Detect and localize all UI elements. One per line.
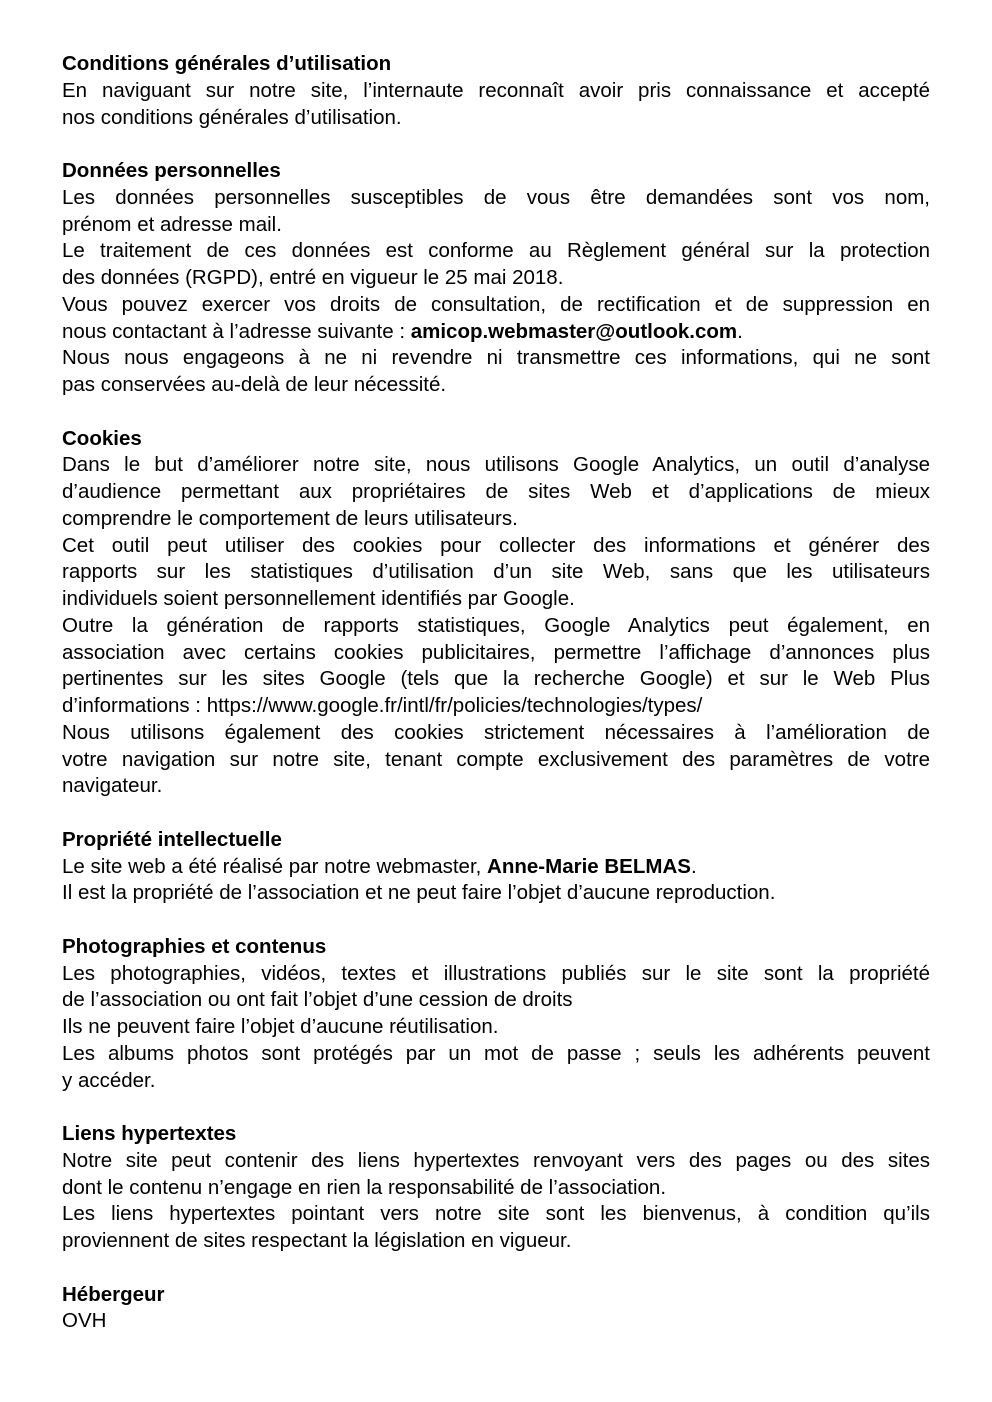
author-name: Anne-Marie BELMAS <box>487 854 691 878</box>
section-hyperlinks <box>62 1121 930 1255</box>
section-title: Cookies <box>62 426 142 450</box>
paragraph-line: proviennent de sites respectant la législation en vigueur. <box>62 1229 572 1252</box>
paragraph-line: votre navigation sur notre site, tenant compte exclusivement des paramètres de votre <box>62 747 930 771</box>
contact-prefix: nous contactant à l’adresse suivante : <box>62 319 411 343</box>
paragraph-line: pertinentes sur les sites Google (tels que la recherche Google) et sur le Web Plus <box>62 667 930 691</box>
paragraph-line: dont le contenu n’engage en rien la responsabilité de l’association. <box>62 1175 667 1199</box>
paragraph-line: Les photographies, vidéos, textes et illustrations publiés sur le site sont la propriété <box>62 961 930 985</box>
paragraph-line: y accéder. <box>62 1068 156 1092</box>
paragraph-line: Cet outil peut utiliser des cookies pour collecter des informations et générer des <box>62 533 930 557</box>
paragraph-line: Nous utilisons également des cookies strictement nécessaires à l’amélioration de <box>62 720 930 744</box>
section-spacer <box>62 1255 930 1282</box>
paragraph-line: Les liens hypertextes pointant vers notre site sont les bienvenus, à condition qu’ils <box>62 1202 930 1226</box>
paragraph-line: Outre la génération de rapports statistiques, Google Analytics peut également, en <box>62 613 930 637</box>
legal-notice-document <box>62 51 930 1335</box>
contact-email-link[interactable]: amicop.webmaster@outlook.com <box>410 319 738 343</box>
section-intellectual-property <box>62 827 930 907</box>
host-name: OVH <box>62 1309 107 1333</box>
section-host <box>62 1282 930 1336</box>
paragraph-line: navigateur. <box>62 774 163 798</box>
contact-suffix: . <box>737 319 743 343</box>
section-spacer <box>62 131 930 158</box>
paragraph-line: Les données personnelles susceptibles de vous être demandées sont vos nom, <box>62 185 930 209</box>
contact-line <box>62 319 930 346</box>
paragraph-line: association avec certains cookies publicitaires, permettre l’affichage d’annonces plus <box>62 640 930 664</box>
paragraph-line: prénom et adresse mail. <box>62 212 282 236</box>
paragraph-line: comprendre le comportement de leurs utilisateurs. <box>62 506 518 530</box>
paragraph-line: Vous pouvez exercer vos droits de consultation, de rectification et de suppression en <box>62 292 930 316</box>
section-title: Liens hypertextes <box>62 1122 237 1145</box>
section-conditions <box>62 51 930 131</box>
section-spacer <box>62 907 930 934</box>
paragraph-line: individuels soient personnellement identifiés par Google. <box>62 587 575 610</box>
section-title: Propriété intellectuelle <box>62 827 282 851</box>
section-title: Hébergeur <box>62 1282 165 1306</box>
paragraph-line: nos conditions générales d’utilisation. <box>62 105 402 129</box>
author-prefix: Le site web a été réalisé par notre webmaster, <box>62 854 488 878</box>
section-title: Photographies et contenus <box>62 934 327 958</box>
paragraph-line: rapports sur les statistiques d’utilisation d’un site Web, sans que les utilisateurs <box>62 560 930 584</box>
paragraph-line: Les albums photos sont protégés par un mot de passe ; seuls les adhérents peuvent <box>62 1041 930 1065</box>
paragraph-line: En naviguant sur notre site, l’internaute reconnaît avoir pris connaissance et accepté <box>62 78 930 102</box>
paragraph-line: Notre site peut contenir des liens hypertextes renvoyant vers des pages ou des sites <box>62 1148 930 1172</box>
paragraph-line: Ils ne peuvent faire l’objet d’aucune réutilisation. <box>62 1015 499 1038</box>
section-spacer <box>62 399 930 426</box>
section-title: Conditions générales d’utilisation <box>62 52 392 75</box>
paragraph-line: de l’association ou ont fait l’objet d’une cession de droits <box>62 988 573 1012</box>
section-spacer <box>62 800 930 827</box>
paragraph-line: Nous nous engageons à ne ni revendre ni transmettre ces informations, qui ne sont <box>62 346 930 370</box>
paragraph-line: Le traitement de ces données est conforme au Règlement général sur la protection <box>62 239 930 263</box>
section-title: Données personnelles <box>62 159 281 182</box>
paragraph-line: Il est la propriété de l’association et ne peut faire l’objet d’aucune reproduction. <box>62 881 776 905</box>
section-spacer <box>62 1094 930 1121</box>
paragraph-line: des données (RGPD), entré en vigueur le 25 mai 2018. <box>62 266 564 289</box>
policy-url-line[interactable]: d’informations : https://www.google.fr/intl/fr/policies/technologies/types/ <box>62 694 703 717</box>
author-suffix: . <box>690 854 697 878</box>
paragraph-line: Dans le but d’améliorer notre site, nous utilisons Google Analytics, un outil d’analyse <box>62 453 930 477</box>
section-photos <box>62 934 930 1095</box>
paragraph-line: pas conservées au-delà de leur nécessité. <box>62 373 447 396</box>
paragraph-line: d’audience permettant aux propriétaires de sites Web et d’applications de mieux <box>62 480 930 503</box>
section-personal-data <box>62 158 930 399</box>
author-line <box>62 854 930 881</box>
section-cookies <box>62 426 930 801</box>
